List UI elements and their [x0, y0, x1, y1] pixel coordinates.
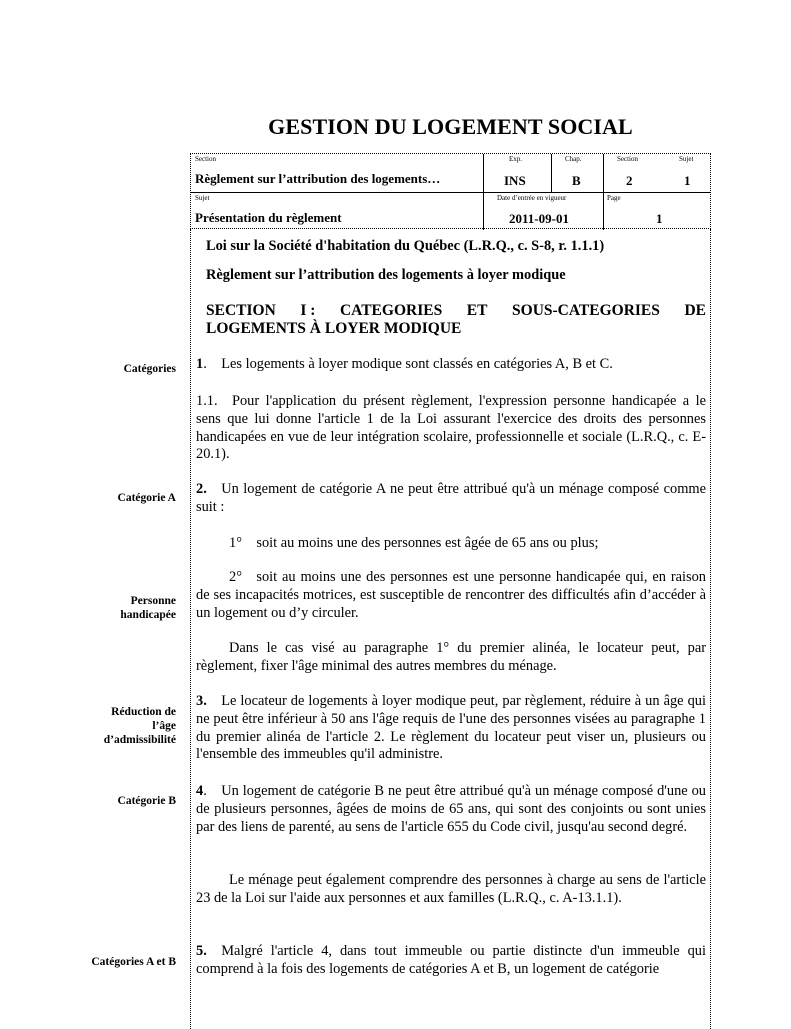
article-number: 5.: [196, 943, 207, 959]
article-text: 1.1. Pour l'application du présent règlement, l'expression personne handicapée a le sens que lui donne l'article 1 de la Loi assurant l'exercice des droits des personnes handicapées en vue de leur intégration scolaire, professionnelle et sociale (L.R.Q., c. E-20.1).: [196, 393, 706, 463]
section-heading: [206, 302, 706, 338]
margin-label-categorie-a: Catégorie A: [117, 492, 176, 504]
chap-caption: Chap.: [565, 155, 582, 163]
sujet-number-caption: Sujet: [679, 155, 694, 163]
article-text: Le ménage peut également comprendre des personnes à charge au sens de l'article 23 de la Loi sur l'aide aux personnes et aux familles (L.R.Q., c. A-13.1.1).: [196, 872, 706, 906]
article-text: 1° soit au moins une des personnes est âgée de 65 ans ou plus;: [229, 535, 599, 551]
article-2-paragraph-3: [196, 640, 706, 676]
regulation-title: Règlement sur l’attribution des logements à loyer modique: [206, 267, 566, 283]
section-caption: Section: [195, 155, 216, 163]
article-1: [196, 356, 706, 374]
section-number-caption: Section: [617, 155, 638, 163]
article-text: . Les logements à loyer modique sont classés en catégories A, B et C.: [203, 356, 613, 372]
article-2: [196, 481, 706, 517]
article-number: 4: [196, 783, 204, 799]
body-frame: [190, 229, 711, 1029]
sujet-caption: Sujet: [195, 194, 210, 202]
date-caption: Date d’entrée en vigueur: [497, 194, 567, 202]
article-text: Un logement de catégorie A ne peut être attribué qu'à un ménage composé comme suit :: [196, 481, 706, 515]
section-heading-word: ET: [466, 302, 488, 319]
article-4: [196, 783, 706, 836]
section-heading-word: DE: [684, 302, 706, 319]
margin-label-line: l’âge: [152, 720, 176, 732]
section-heading-word: CATEGORIES: [339, 302, 443, 319]
section-heading-word: SECTION: [206, 302, 276, 319]
margin-label-categorie-b: Catégorie B: [117, 795, 176, 807]
page-caption: Page: [607, 194, 621, 202]
margin-label-line: Réduction de: [111, 706, 176, 718]
margin-label-line: d’admissibilité: [103, 734, 176, 746]
section-value: Règlement sur l’attribution des logements…: [195, 171, 441, 186]
date-value: 2011-09-01: [509, 211, 569, 226]
exp-value: INS: [504, 173, 526, 188]
header-divider: [551, 154, 552, 192]
header-table: [190, 153, 711, 229]
article-number: 3.: [196, 693, 207, 709]
section-heading-word: SOUS-CATEGORIES: [512, 302, 660, 319]
article-text: Le locateur de logements à loyer modique peut, par règlement, réduire à un âge qui ne peut être inférieur à 50 ans l'âge requis de l'une des personnes visées au paragraphe 1 du premier alinéa de l'article 2. Le règlement du locateur peut viser un, plusieurs ou l'ensemble des immeubles qu'il administre.: [196, 693, 706, 763]
document-title: GESTION DU LOGEMENT SOCIAL: [268, 114, 633, 139]
article-number: 2.: [196, 481, 207, 497]
article-text: Malgré l'article 4, dans tout immeuble ou partie distincte d'un immeuble qui comprend à la fois des logements de catégories A et B, un logement de catégorie: [196, 943, 706, 977]
article-2-item-1: [196, 535, 706, 553]
article-text: 2° soit au moins une des personnes est une personne handicapée qui, en raison de ses incapacités motrices, est susceptible de rencontrer des difficultés afin d’accéder à un logement ou d’y circuler.: [196, 569, 706, 621]
section-heading-word: I :: [300, 302, 316, 319]
section-heading-line2: LOGEMENTS À LOYER MODIQUE: [206, 320, 462, 337]
margin-label-line: handicapée: [120, 609, 176, 621]
article-text: Dans le cas visé au paragraphe 1° du premier alinéa, le locateur peut, par règlement, fixer l'âge minimal des autres membres du ménage.: [196, 640, 706, 674]
margin-label-personne-handicapee: [120, 594, 176, 622]
article-2-item-2: [196, 569, 706, 622]
law-reference: Loi sur la Société d'habitation du Québec (L.R.Q., c. S-8, r. 1.1.1): [206, 238, 605, 254]
article-4-paragraph-2: [196, 872, 706, 908]
exp-caption: Exp.: [509, 155, 523, 163]
margin-label-categories: Catégories: [123, 363, 176, 375]
header-divider: [191, 192, 710, 193]
sujet-number-value: 1: [684, 173, 691, 188]
chap-value: B: [572, 173, 581, 188]
margin-label-reduction-age: [104, 705, 176, 747]
article-3: [196, 693, 706, 764]
article-1-1: [196, 393, 706, 464]
margin-label-line: Personne: [130, 595, 176, 607]
article-text: . Un logement de catégorie B ne peut être attribué qu'à un ménage composé d'une ou de plusieurs personnes, âgées de moins de 65 ans, qui sont des conjoints ou sont unies par des liens de parenté, au sens de l'article 655 du Code civil, jusqu'au second degré.: [196, 783, 706, 835]
section-number-value: 2: [626, 173, 633, 188]
article-number: 1: [196, 356, 204, 372]
article-5: [196, 943, 706, 979]
page-number: 1: [656, 211, 663, 226]
sujet-value: Présentation du règlement: [195, 210, 342, 225]
margin-label-categories-a-b: Catégories A et B: [91, 956, 176, 968]
